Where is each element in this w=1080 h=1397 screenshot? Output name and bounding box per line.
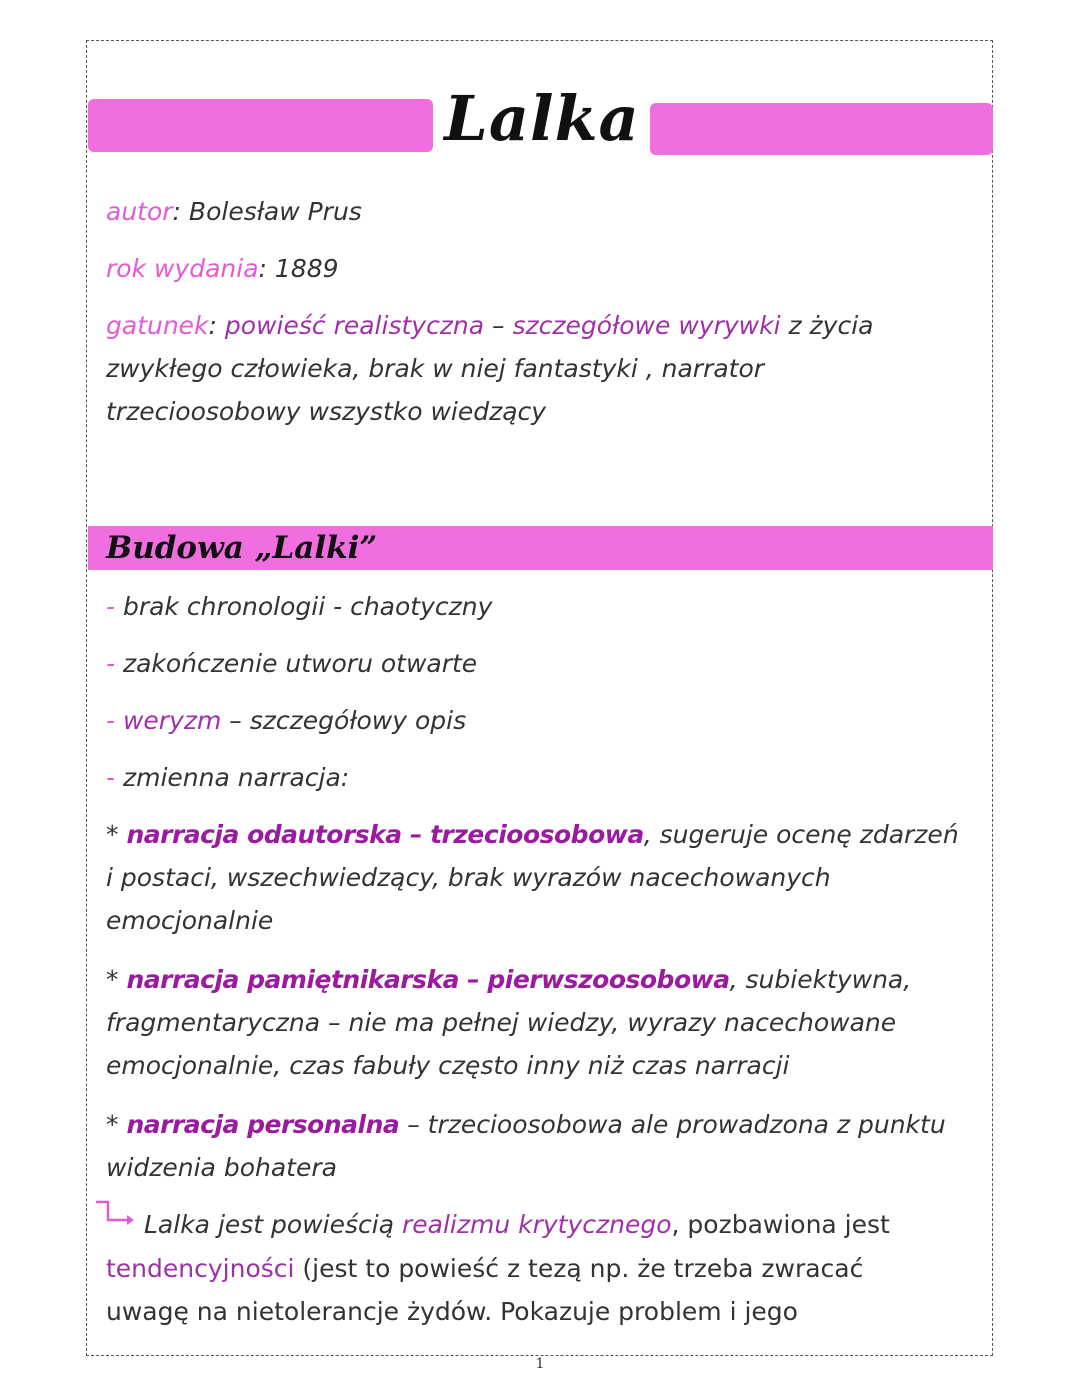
structure-item-2: - zakończenie utworu otwarte bbox=[106, 649, 478, 678]
narration-1-line-3: emocjonalnie bbox=[106, 906, 274, 935]
narration-1-term: narracja odautorska – trzecioosobowa bbox=[126, 820, 644, 849]
structure-item-4: - zmienna narracja: bbox=[106, 763, 350, 792]
year-value: 1889 bbox=[274, 254, 339, 283]
narration-2-rest: , subiektywna, bbox=[729, 965, 912, 994]
conclusion-part-4: tendencyjności bbox=[106, 1254, 295, 1283]
conclusion-part-1: Lalka jest powieścią bbox=[144, 1210, 402, 1239]
narration-2-line-3: emocjonalnie, czas fabuły często inny niż czas narracji bbox=[106, 1051, 790, 1080]
conclusion-part-3: , pozbawiona jest bbox=[671, 1210, 890, 1239]
structure-item-1-text: brak chronologii - chaotyczny bbox=[122, 592, 493, 621]
structure-item-3-rest: – szczegółowy opis bbox=[221, 706, 467, 735]
structure-item-3: - weryzm – szczegółowy opis bbox=[106, 706, 467, 735]
author-line: autor: Bolesław Prus bbox=[106, 197, 362, 226]
conclusion-line-3: uwagę na nietolerancje żydów. Pokazuje problem i jego bbox=[106, 1297, 798, 1326]
narration-1-rest: , sugeruje ocenę zdarzeń bbox=[643, 820, 959, 849]
narration-3-line-2: widzenia bohatera bbox=[106, 1153, 337, 1182]
structure-item-2-text: zakończenie utworu otwarte bbox=[122, 649, 478, 678]
year-label: rok wydania bbox=[106, 254, 259, 283]
genre-dash: – bbox=[484, 311, 513, 340]
conclusion-line-1 bbox=[144, 1203, 1019, 1246]
document-title: Lalka bbox=[444, 82, 640, 155]
genre-line: gatunek: powieść realistyczna – szczegółowe wyrywki z życia bbox=[106, 311, 874, 340]
genre-value-1: powieść realistyczna bbox=[224, 311, 485, 340]
narration-2-line-2: fragmentaryczna – nie ma pełnej wiedzy, wyrazy nacechowane bbox=[106, 1008, 897, 1037]
narration-3-term: narracja personalna bbox=[126, 1110, 400, 1139]
author-value: Bolesław Prus bbox=[188, 197, 362, 226]
author-label: autor bbox=[106, 197, 173, 226]
narration-2: * narracja pamiętnikarska – pierwszoosobowa, subiektywna, bbox=[106, 965, 912, 994]
structure-item-4-text: zmienna narracja: bbox=[122, 763, 350, 792]
conclusion-part-2: realizmu krytycznego bbox=[401, 1210, 672, 1239]
genre-line-2: zwykłego człowieka, brak w niej fantastyki , narrator bbox=[106, 354, 765, 383]
structure-item-1: - brak chronologii - chaotyczny bbox=[106, 592, 493, 621]
genre-label: gatunek bbox=[106, 311, 209, 340]
narration-1-line-2: i postaci, wszechwiedzący, brak wyrazów nacechowanych bbox=[106, 863, 831, 892]
title-bar-right bbox=[650, 103, 993, 155]
structure-item-3-term: weryzm bbox=[122, 706, 222, 735]
narration-3-rest: – trzecioosobowa ale prowadzona z punktu bbox=[399, 1110, 946, 1139]
narration-1: * narracja odautorska – trzecioosobowa, sugeruje ocenę zdarzeń bbox=[106, 820, 959, 849]
page-number: 1 bbox=[535, 1356, 545, 1372]
section-title: Budowa „Lalki” bbox=[106, 530, 378, 566]
genre-value-2: szczegółowe wyrywki bbox=[512, 311, 781, 340]
genre-value-3: z życia bbox=[780, 311, 874, 340]
narration-3: * narracja personalna – trzecioosobowa ale prowadzona z punktu bbox=[106, 1110, 946, 1139]
corner-arrow-icon bbox=[94, 1196, 138, 1232]
year-line: rok wydania: 1889 bbox=[106, 254, 339, 283]
genre-line-3: trzecioosobowy wszystko wiedzący bbox=[106, 397, 547, 426]
conclusion-line-2 bbox=[106, 1247, 981, 1290]
conclusion-part-5: (jest to powieść z tezą np. że trzeba zwracać bbox=[294, 1254, 864, 1283]
narration-2-term: narracja pamiętnikarska – pierwszoosobowa bbox=[126, 965, 730, 994]
title-bar-left bbox=[88, 99, 433, 152]
